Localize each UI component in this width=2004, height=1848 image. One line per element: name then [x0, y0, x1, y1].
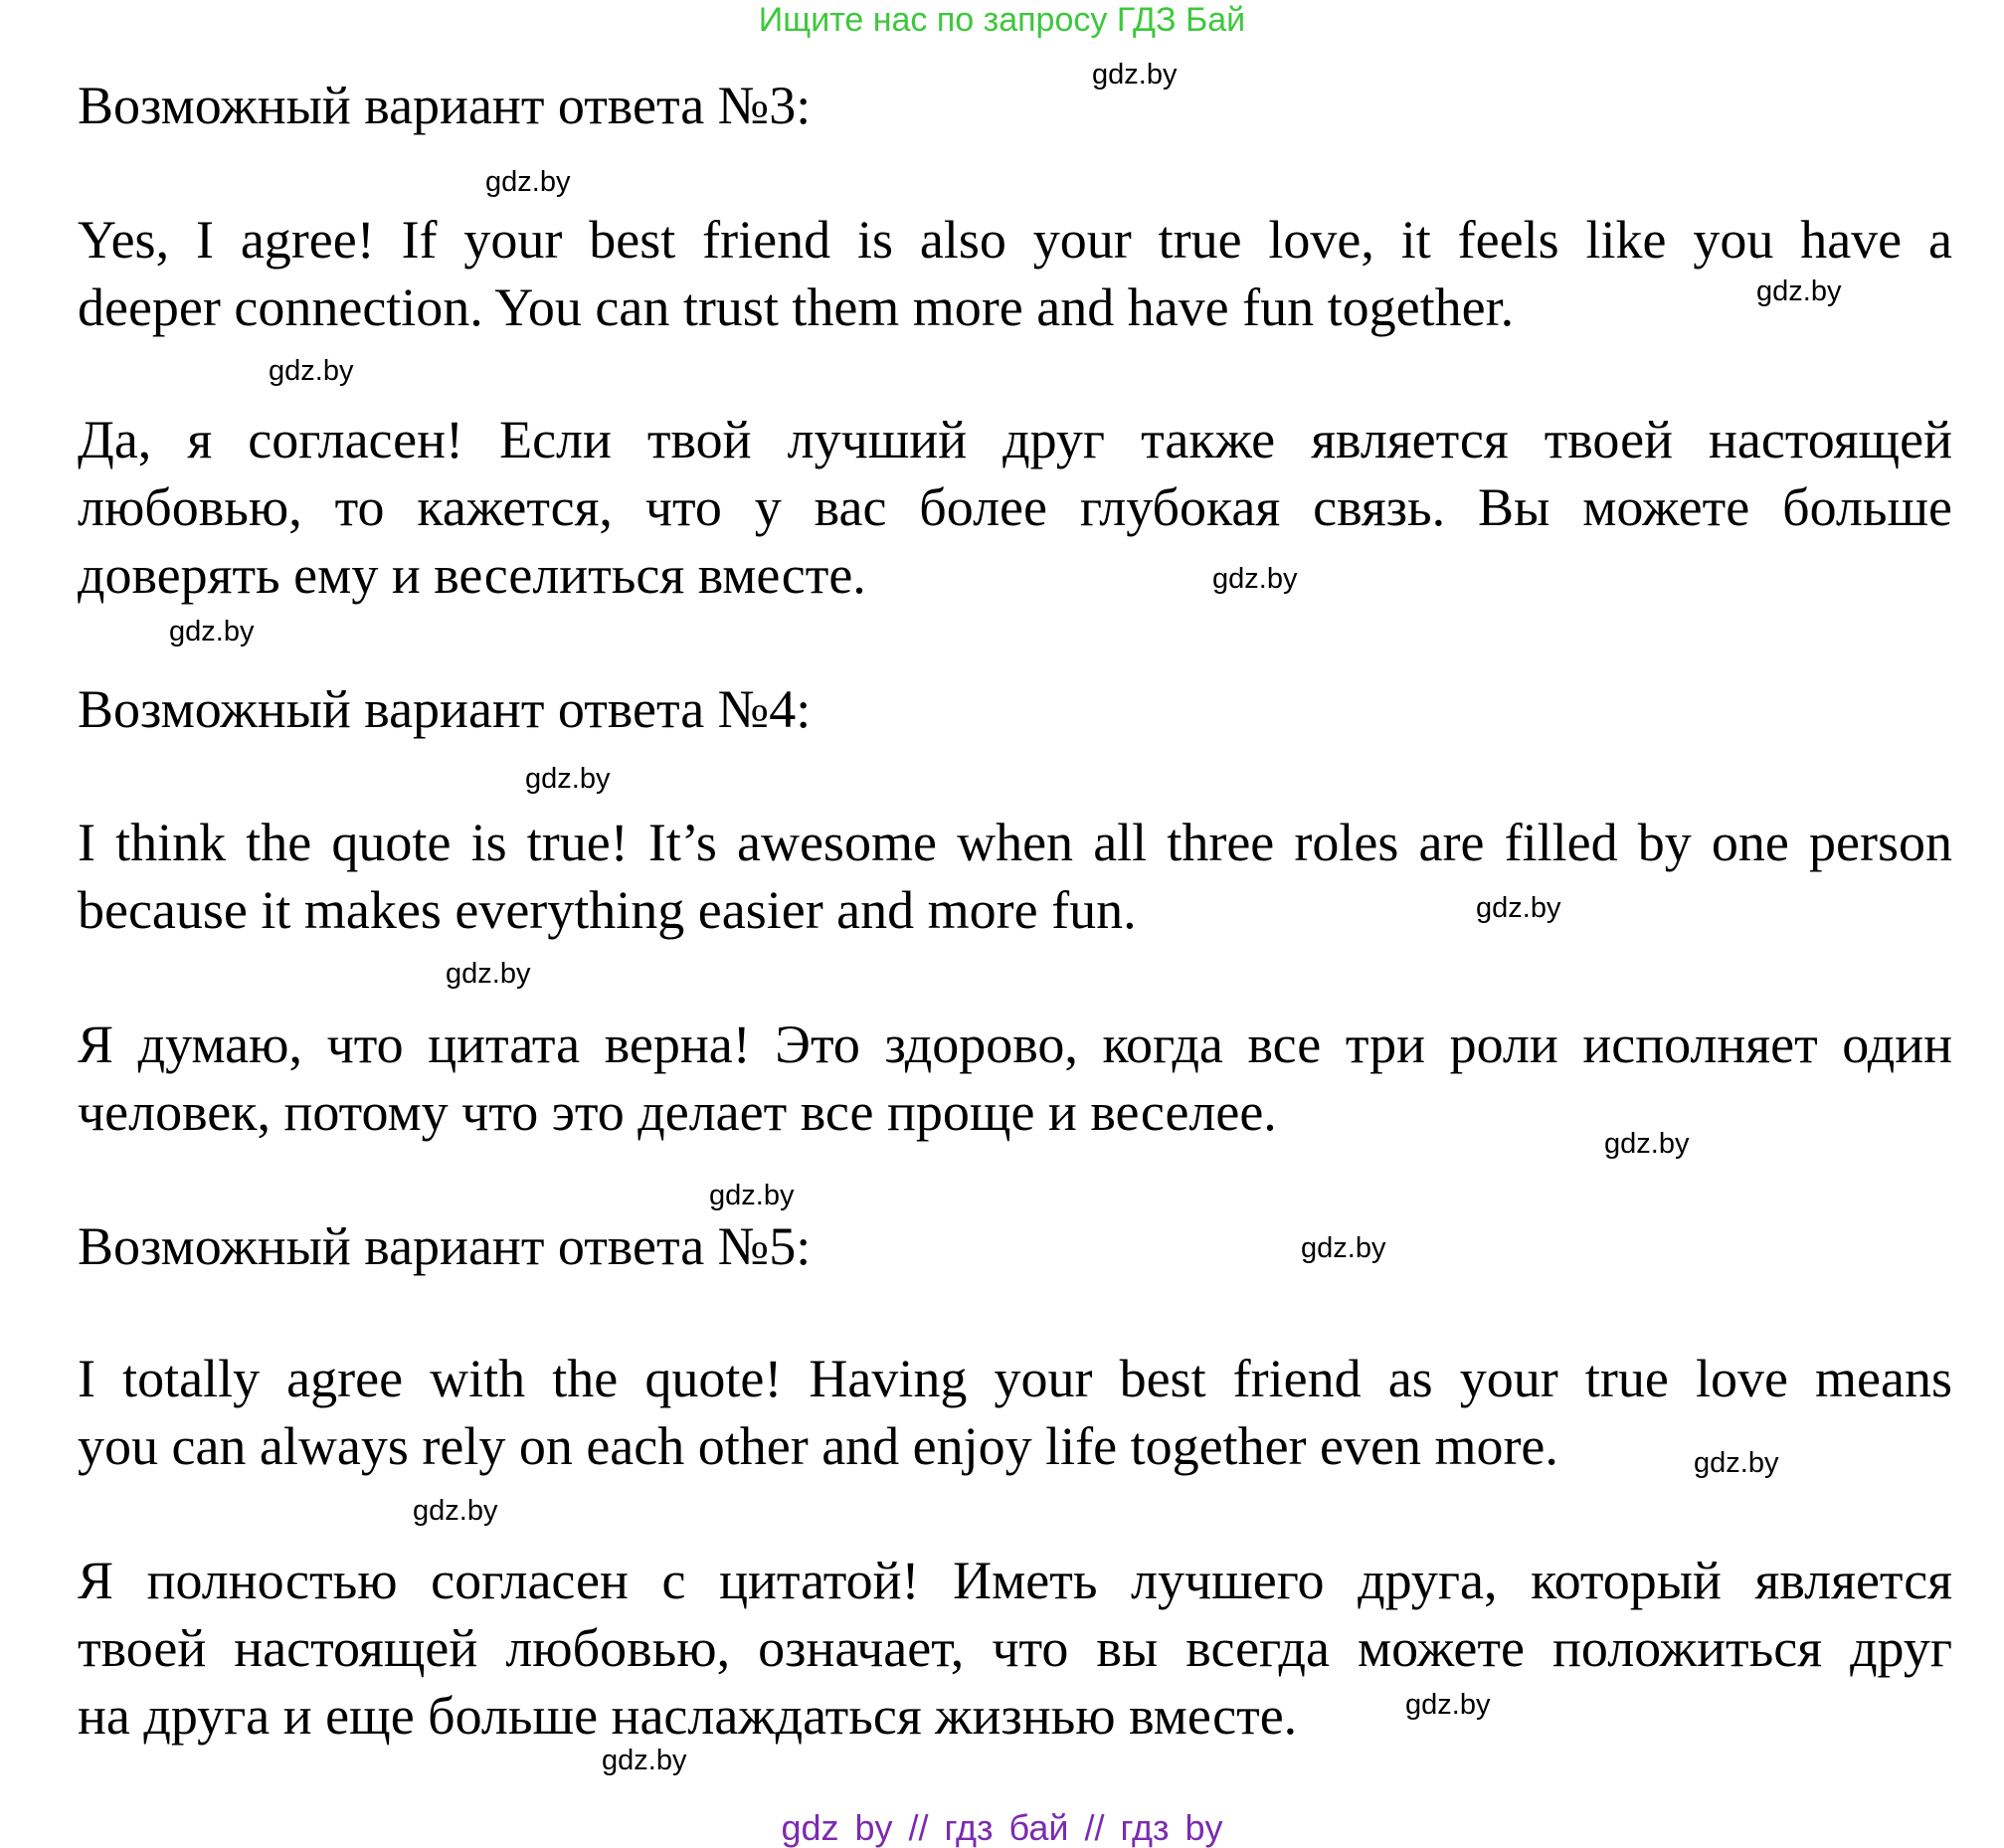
text-line: Я полностью согласен с цитатой! Иметь лучшего друга, который является [78, 1551, 1952, 1610]
watermark: gdz.by [1756, 276, 1842, 307]
text-line: Да, я согласен! Если твой лучший друг также является твоей настоящей [78, 410, 1952, 469]
watermark: gdz.by [413, 1495, 498, 1527]
answer-russian-3 [78, 406, 1952, 609]
watermark: gdz.by [602, 1745, 687, 1776]
text-line: Я думаю, что цитата верна! Это здорово, когда все три роли исполняет один [78, 1015, 1952, 1074]
watermark: gdz.by [525, 763, 611, 795]
text-line: deeper connection. You can trust them more and have fun together. [78, 277, 1515, 337]
watermark: gdz.by [1092, 59, 1178, 91]
text-line: I think the quote is true! It’s awesome when all three roles are filled by one person [78, 813, 1952, 872]
watermark: gdz.by [1604, 1128, 1690, 1160]
answer-english-3 [78, 206, 1952, 341]
text-line: человек, потому что это делает все проще и веселее. [78, 1082, 1277, 1142]
watermark: gdz.by [709, 1180, 795, 1211]
text-line: I totally agree with the quote! Having your best friend as your true love means [78, 1349, 1952, 1408]
watermark: gdz.by [1694, 1447, 1779, 1479]
watermark: gdz.by [1301, 1232, 1386, 1264]
watermark: gdz.by [446, 958, 531, 990]
answer-heading-3: Возможный вариант ответа №3: [78, 76, 812, 135]
footer-links: gdz by // гдз бай // гдз by [781, 1807, 1223, 1848]
answer-english-5 [78, 1345, 1952, 1480]
text-line: доверять ему и веселиться вместе. [78, 545, 866, 605]
text-line: because it makes everything easier and more fun. [78, 880, 1137, 940]
answer-russian-4 [78, 1011, 1952, 1146]
text-line: Yes, I agree! If your best friend is also your true love, it feels like you have a [78, 210, 1952, 270]
watermark: gdz.by [169, 616, 255, 647]
answer-english-4 [78, 809, 1952, 944]
watermark: gdz.by [1212, 563, 1298, 595]
watermark: gdz.by [269, 355, 354, 387]
answer-russian-5 [78, 1547, 1952, 1750]
text-line: на друга и еще больше наслаждаться жизнью вместе. [78, 1686, 1298, 1746]
watermark: gdz.by [1476, 892, 1561, 924]
watermark: gdz.by [1405, 1689, 1491, 1721]
answer-heading-4: Возможный вариант ответа №4: [78, 679, 812, 739]
answer-heading-5: Возможный вариант ответа №5: [78, 1216, 812, 1276]
top-banner: Ищите нас по запросу ГДЗ Бай [758, 1, 1246, 39]
text-line: твоей настоящей любовью, означает, что вы всегда можете положиться друг [78, 1618, 1952, 1678]
text-line: любовью, то кажется, что у вас более глубокая связь. Вы можете больше [78, 477, 1952, 537]
text-line: you can always rely on each other and enjoy life together even more. [78, 1416, 1558, 1476]
watermark: gdz.by [485, 166, 571, 198]
